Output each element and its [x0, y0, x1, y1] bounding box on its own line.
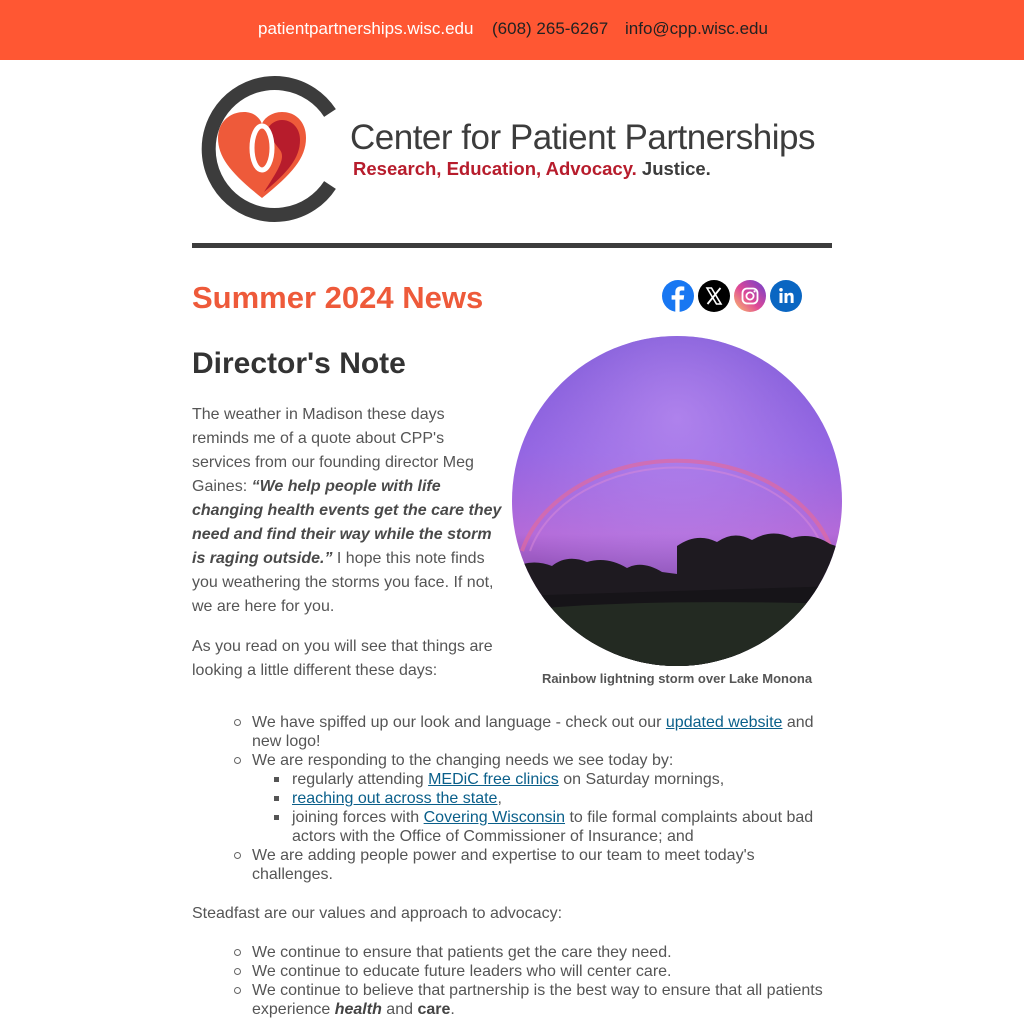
reaching-out-link[interactable]: reaching out across the state: [292, 790, 498, 807]
note-text-after-quote: I hope this note finds you weathering the storms you face. If not, we are here for you.: [192, 550, 494, 615]
social-icons: [662, 280, 804, 312]
list-item: [252, 846, 832, 884]
list-item: [252, 981, 832, 1019]
item-text: ,: [497, 790, 502, 807]
directors-note-paragraph-1: [192, 403, 504, 619]
item-text: to file formal complaints about bad actors with the Office of Commissioner of Insurance; and: [292, 809, 814, 845]
tagline-justice: Justice.: [641, 158, 711, 179]
x-icon[interactable]: [698, 280, 730, 312]
values-intro: Steadfast are our values and approach to advocacy:: [192, 905, 563, 922]
logo-name: Center for Patient Partnerships: [350, 118, 816, 157]
changes-list: [252, 713, 832, 884]
responses-sublist: [252, 770, 832, 846]
list-item: [292, 770, 832, 789]
item-text: .: [450, 1001, 455, 1018]
facebook-icon[interactable]: [662, 280, 694, 312]
item-text: and: [381, 1001, 418, 1018]
item-text: We continue to educate future leaders who will center care.: [252, 963, 672, 980]
updated-website-link[interactable]: updated website: [665, 714, 783, 731]
item-text: We have spiffed up our look and language - check out our: [252, 714, 666, 731]
cpp-logo-mark: [192, 74, 342, 224]
rainbow-storm-photo: [512, 336, 842, 666]
item-text: regularly attending: [292, 771, 429, 788]
emphasis-health: health: [334, 1001, 382, 1018]
medic-free-clinics-link[interactable]: MEDiC free clinics: [428, 771, 559, 788]
list-item: [292, 808, 832, 846]
item-text: We are adding people power and expertise to our team to meet today's challenges.: [252, 847, 755, 883]
founder-quote: “We help people with life changing health events get the care they need and find their way while the storm is raging outside.”: [192, 478, 502, 567]
list-item: [252, 713, 832, 751]
issue-title: Summer 2024 News: [192, 280, 484, 315]
list-item: [252, 962, 832, 981]
list-item: [252, 751, 832, 846]
item-text: joining forces with: [292, 809, 424, 826]
directors-note-heading: Director's Note: [192, 347, 406, 380]
item-text: on Saturday mornings,: [558, 771, 725, 788]
email-link[interactable]: info@cpp.wisc.edu: [625, 19, 768, 38]
directors-note-paragraph-2: As you read on you will see that things are looking a little different these days:: [192, 638, 493, 679]
phone-link[interactable]: (608) 265-6267: [492, 19, 609, 38]
tagline-red: Research, Education, Advocacy.: [353, 158, 637, 179]
photo-caption: Rainbow lightning storm over Lake Monona: [541, 671, 813, 686]
cpp-logo[interactable]: [192, 74, 832, 224]
item-text: and new logo!: [252, 714, 814, 750]
values-list: [252, 943, 832, 1019]
item-text: We are responding to the changing needs we see today by:: [252, 752, 674, 769]
item-text: We continue to believe that partnership is the best way to ensure that all patients experience: [252, 982, 823, 1018]
covering-wisconsin-link[interactable]: Covering Wisconsin: [423, 809, 566, 826]
top-contact-bar: [0, 0, 1024, 60]
instagram-icon[interactable]: [734, 280, 766, 312]
emphasis-care: care: [417, 1001, 451, 1018]
linkedin-icon[interactable]: [770, 280, 802, 312]
header-divider: [192, 243, 832, 248]
list-item: [252, 943, 832, 962]
note-text-before-quote: The weather in Madison these days reminds me of a quote about CPP's services from our founding director Meg Gaines:: [192, 406, 474, 495]
item-text: We continue to ensure that patients get the care they need.: [252, 944, 672, 961]
website-link[interactable]: patientpartnerships.wisc.edu: [258, 19, 474, 38]
logo-tagline: [353, 158, 711, 180]
list-item: [292, 789, 832, 808]
